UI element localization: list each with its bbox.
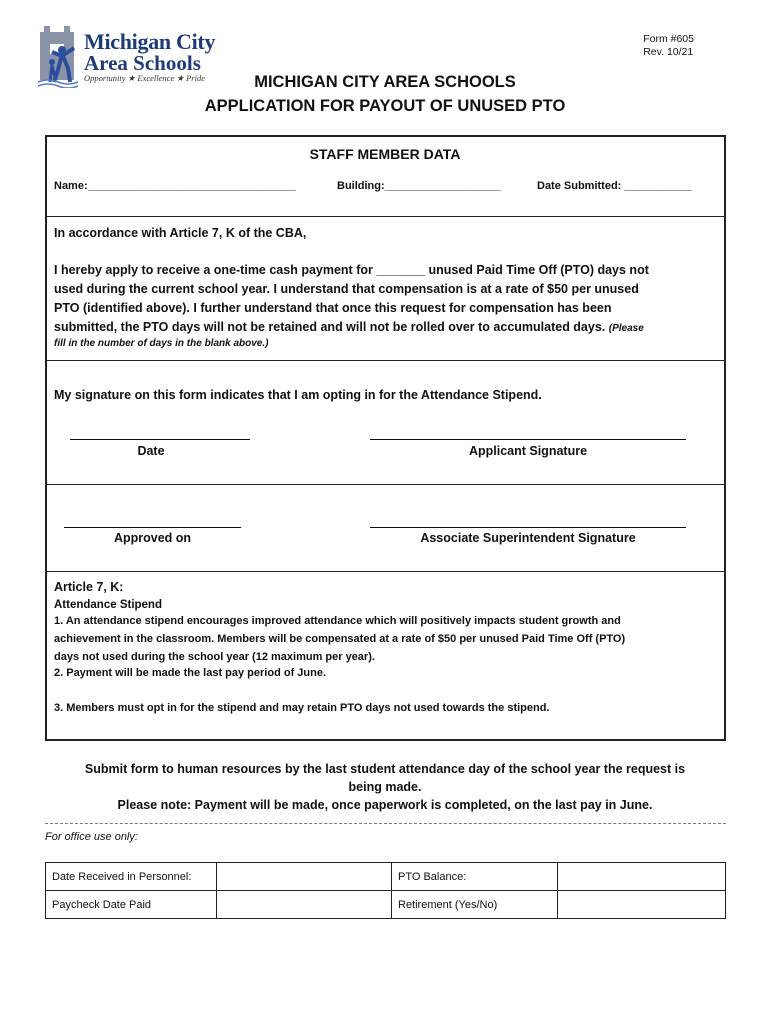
- article-subheading: Attendance Stipend: [54, 599, 162, 611]
- paycheck-date-label: Paycheck Date Paid: [46, 891, 217, 919]
- agreement-note-start: (Please: [608, 323, 644, 334]
- signature-statement: My signature on this form indicates that I am opting in for the Attendance Stipend.: [54, 388, 542, 402]
- table-row: [46, 891, 726, 919]
- approved-on-label: Approved on: [113, 531, 192, 545]
- staff-data-heading: STAFF MEMBER DATA: [309, 146, 461, 162]
- retirement-value[interactable]: [558, 891, 726, 919]
- building-field[interactable]: Building:___________________: [337, 180, 501, 192]
- agreement-intro: In accordance with Article 7, K of the CBA,: [54, 226, 307, 240]
- agreement-line4: [54, 320, 644, 334]
- submit-instruction-line2: being made.: [348, 780, 422, 794]
- name-field[interactable]: Name:__________________________________: [54, 180, 296, 192]
- agreement-line4-text: submitted, the PTO days will not be retained and will not be rolled over to accumulated days.: [54, 320, 606, 334]
- date-received-value[interactable]: [217, 863, 392, 891]
- applicant-signature-line[interactable]: [370, 439, 686, 440]
- article-item3: 3. Members must opt in for the stipend and may retain PTO days not used towards the stipend.: [54, 702, 550, 714]
- approved-on-line[interactable]: [64, 527, 241, 528]
- office-use-separator: [45, 823, 726, 824]
- retirement-label: Retirement (Yes/No): [392, 891, 558, 919]
- section-divider: [45, 360, 726, 361]
- table-row: [46, 863, 726, 891]
- superintendent-signature-line[interactable]: [370, 527, 686, 528]
- article-item1-line3: days not used during the school year (12 maximum per year).: [54, 651, 375, 663]
- agreement-line2: used during the current school year. I understand that compensation is at a rate of $50 per unused: [54, 282, 639, 296]
- form-number-text: Form #605: [643, 33, 694, 45]
- date-label: Date: [137, 444, 165, 458]
- agreement-line1: I hereby apply to receive a one-time cash payment for _______ unused Paid Time Off (PTO) days not: [54, 263, 649, 277]
- submit-instruction-line1: Submit form to human resources by the last student attendance day of the school year the request is: [84, 762, 686, 776]
- article-item1-line1: 1. An attendance stipend encourages improved attendance which will positively impacts student growth and: [54, 615, 621, 627]
- document-title-line2: APPLICATION FOR PAYOUT OF UNUSED PTO: [204, 97, 566, 115]
- logo-tagline: Opportunity ★ Excellence ★ Pride: [84, 73, 205, 83]
- article-item2: 2. Payment will be made the last pay period of June.: [54, 667, 327, 679]
- agreement-line3: PTO (identified above). I further understand that once this request for compensation has been: [54, 301, 612, 315]
- payment-note: Please note: Payment will be made, once paperwork is completed, on the last pay in June.: [117, 798, 653, 812]
- office-use-label: For office use only:: [45, 831, 138, 843]
- pto-balance-label: PTO Balance:: [392, 863, 558, 891]
- date-received-label: Date Received in Personnel:: [46, 863, 217, 891]
- office-use-table: [45, 862, 726, 919]
- date-signature-line[interactable]: [70, 439, 250, 440]
- form-revision-text: Rev. 10/21: [643, 46, 694, 58]
- paycheck-date-value[interactable]: [217, 891, 392, 919]
- section-divider: [45, 216, 726, 217]
- logo-line1: Michigan City: [84, 29, 216, 54]
- applicant-signature-label: Applicant Signature: [468, 444, 588, 458]
- agreement-note-end: fill in the number of days in the blank above.): [54, 338, 269, 349]
- document-title-line1: MICHIGAN CITY AREA SCHOOLS: [254, 73, 516, 91]
- section-divider: [45, 571, 726, 572]
- logo-line2: Area Schools: [84, 51, 201, 75]
- superintendent-signature-label: Associate Superintendent Signature: [420, 531, 636, 545]
- pto-balance-value[interactable]: [558, 863, 726, 891]
- section-divider: [45, 484, 726, 485]
- article-item1-line2: achievement in the classroom. Members will be compensated at a rate of $50 per unused Paid Time Off (PTO): [54, 633, 626, 645]
- form-number: [643, 33, 694, 59]
- date-submitted-field[interactable]: Date Submitted: ___________: [537, 180, 692, 192]
- article-heading: Article 7, K:: [54, 580, 124, 594]
